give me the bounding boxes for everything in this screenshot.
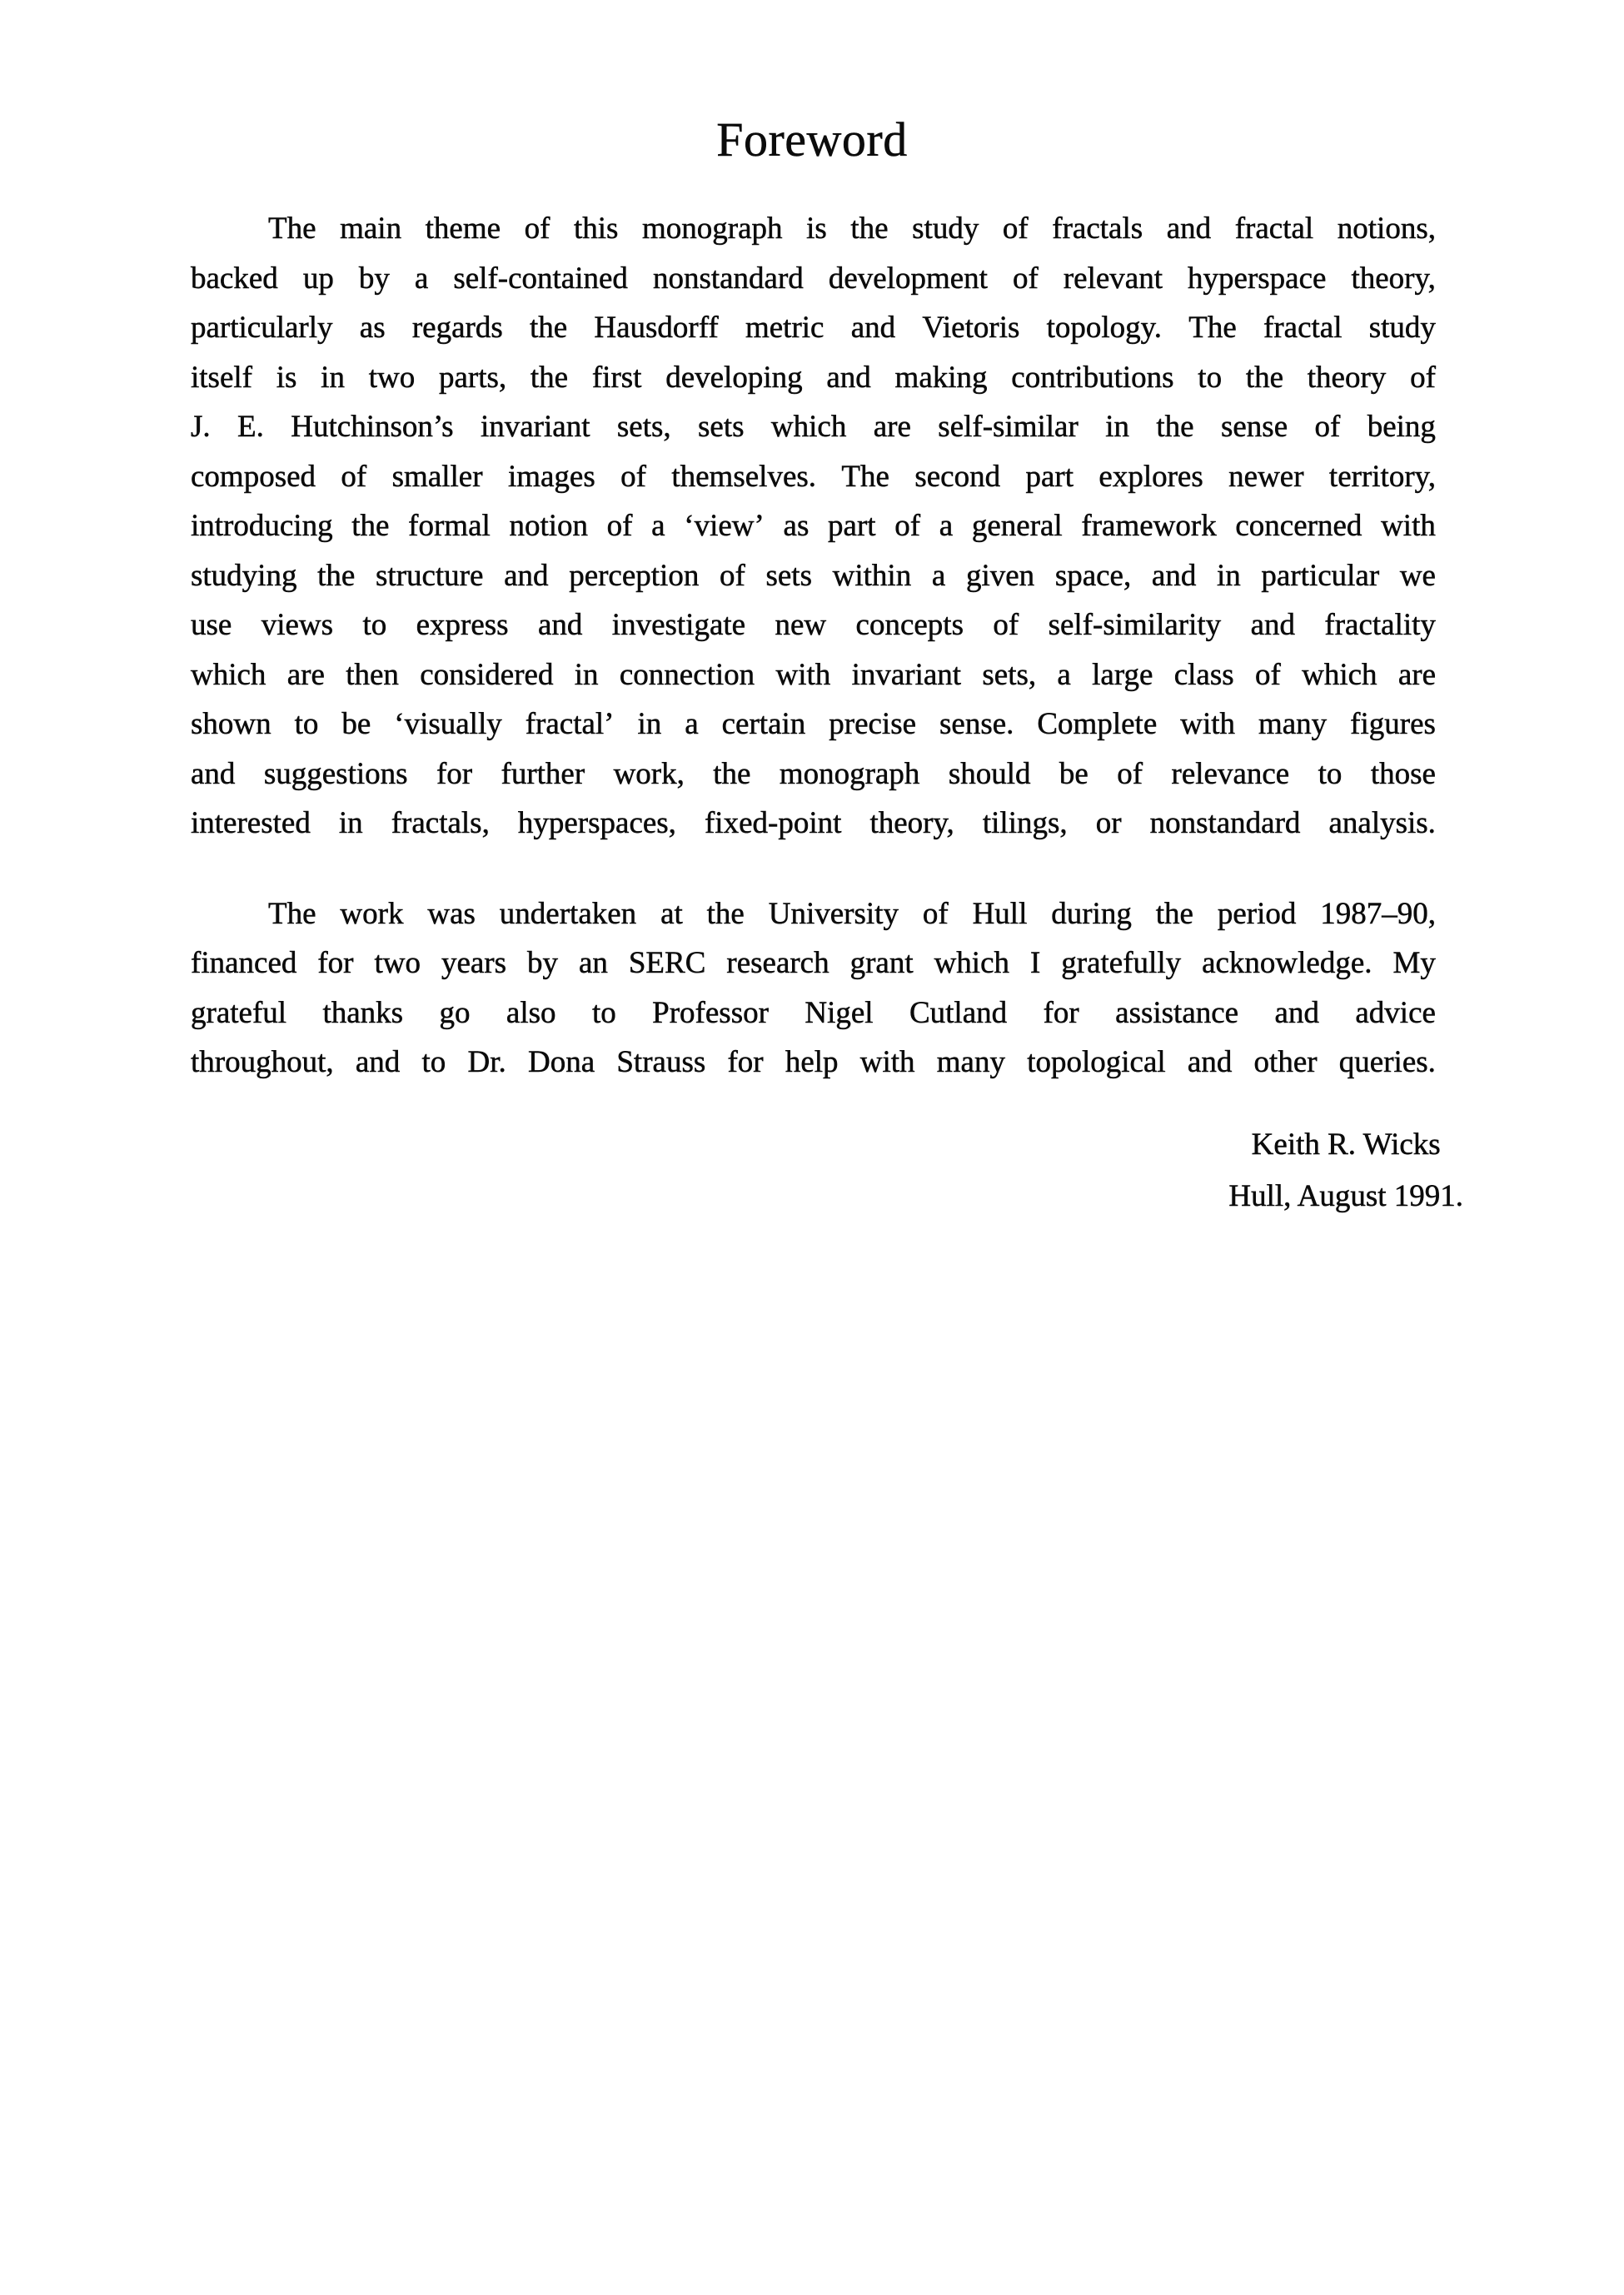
word: The	[1188, 311, 1237, 345]
word: developing	[665, 360, 803, 395]
word: other	[1253, 1045, 1318, 1079]
word: a	[931, 558, 946, 593]
word: grateful	[191, 995, 287, 1030]
text-line	[191, 699, 1436, 749]
word: of	[606, 509, 633, 543]
text-line	[191, 501, 1436, 551]
word: the	[351, 509, 390, 543]
word: perception	[569, 558, 700, 593]
word: monograph	[642, 212, 783, 246]
word: for	[436, 756, 473, 791]
text-line	[191, 551, 1436, 601]
word: particular	[1261, 558, 1380, 593]
word: in	[338, 806, 363, 840]
word: monograph	[779, 756, 920, 791]
word: then	[346, 657, 399, 692]
word: sets	[765, 558, 812, 593]
word: theory,	[1351, 261, 1436, 296]
word: SERC	[628, 946, 706, 980]
word: thanks	[322, 995, 404, 1030]
word: be	[341, 707, 371, 741]
word: as	[783, 509, 810, 543]
word: during	[1051, 896, 1132, 931]
word: queries.	[1338, 1045, 1436, 1079]
signature-author: Keith R. Wicks	[1251, 1128, 1441, 1162]
word: particularly	[191, 311, 333, 345]
word: My	[1392, 946, 1436, 980]
word: Hausdorff	[594, 311, 719, 345]
word: with	[1180, 707, 1235, 741]
word: use	[191, 608, 232, 642]
word: was	[427, 896, 476, 931]
word: a	[685, 707, 699, 741]
word: part	[1025, 459, 1074, 494]
word: Hull	[972, 896, 1028, 931]
word: space,	[1054, 558, 1132, 593]
word: invariant	[851, 657, 962, 692]
word: the	[713, 756, 751, 791]
word: and	[1250, 608, 1295, 642]
word: the	[1245, 360, 1284, 395]
word: and	[504, 558, 549, 593]
word: by	[526, 946, 558, 980]
word: of	[894, 509, 921, 543]
text-line	[191, 650, 1436, 700]
word: help	[785, 1045, 839, 1079]
word: with	[859, 1045, 915, 1079]
word: images	[507, 459, 595, 494]
word: Hutchinson’s	[291, 410, 454, 444]
word: the	[706, 896, 745, 931]
text-line	[191, 938, 1436, 988]
word: should	[948, 756, 1031, 791]
word: The	[841, 459, 889, 494]
word: financed	[191, 946, 297, 980]
word: investigate	[611, 608, 746, 642]
word: nonstandard	[1149, 806, 1301, 840]
word: of	[620, 459, 646, 494]
word: in	[1105, 410, 1129, 444]
word: to	[294, 707, 319, 741]
word: those	[1370, 756, 1436, 791]
word: is	[806, 212, 827, 246]
word: ‘view’	[684, 509, 765, 543]
word: this	[574, 212, 619, 246]
word: framework	[1081, 509, 1217, 543]
word: explores	[1098, 459, 1203, 494]
word: throughout,	[191, 1045, 334, 1079]
word: itself	[191, 360, 252, 395]
word: fixed-point	[704, 806, 842, 840]
word: interested	[191, 806, 311, 840]
word: studying	[191, 558, 297, 593]
word: relevance	[1171, 756, 1290, 791]
word: be	[1059, 756, 1088, 791]
word: composed	[191, 459, 316, 494]
word: of	[1002, 212, 1029, 246]
word: Strauss	[616, 1045, 706, 1079]
word: Vietoris	[922, 311, 1020, 345]
word: two	[374, 946, 421, 980]
word: nonstandard	[652, 261, 804, 296]
word: research	[726, 946, 829, 980]
word: as	[359, 311, 386, 345]
word: topology.	[1046, 311, 1163, 345]
word: study	[1368, 311, 1436, 345]
word: concepts	[855, 608, 964, 642]
word: self-similarity	[1048, 608, 1222, 642]
word: invariant	[480, 410, 590, 444]
word: sets	[698, 410, 745, 444]
word: The	[268, 212, 316, 246]
word: are	[286, 657, 325, 692]
word: the	[529, 311, 568, 345]
text-line	[191, 353, 1436, 403]
word: work,	[613, 756, 685, 791]
word: a	[939, 509, 954, 543]
word: work	[340, 896, 404, 931]
word: with	[1381, 509, 1436, 543]
word: to	[421, 1045, 446, 1079]
word: and	[537, 608, 583, 642]
word: the	[850, 212, 889, 246]
word: fractals	[1052, 212, 1143, 246]
word: fractality	[1324, 608, 1436, 642]
word: main	[340, 212, 402, 246]
word: J.	[191, 410, 211, 444]
signature-place-date: Hull, August 1991.	[1228, 1179, 1463, 1213]
word: many	[1258, 707, 1328, 741]
word: ‘visually	[394, 707, 502, 741]
word: of	[341, 459, 367, 494]
word: of	[922, 896, 949, 931]
word: of	[1254, 657, 1281, 692]
word: of	[1314, 410, 1341, 444]
word: and	[850, 311, 896, 345]
text-line	[191, 303, 1436, 353]
word: theory,	[869, 806, 954, 840]
word: Nigel	[805, 995, 874, 1030]
word: within	[832, 558, 912, 593]
word: and	[355, 1045, 401, 1079]
word: fractal	[1263, 311, 1343, 345]
word: theory	[1307, 360, 1387, 395]
word: contributions	[1011, 360, 1174, 395]
word: grant	[849, 946, 914, 980]
word: 1987–90,	[1320, 896, 1436, 931]
word: general	[971, 509, 1063, 543]
word: sets,	[616, 410, 671, 444]
word: undertaken	[499, 896, 637, 931]
word: introducing	[191, 509, 333, 543]
word: precise	[829, 707, 917, 741]
word: a	[414, 261, 429, 296]
word: metric	[745, 311, 824, 345]
word: of	[1410, 360, 1436, 395]
word: which	[191, 657, 267, 692]
word: years	[441, 946, 507, 980]
word: sense	[1220, 410, 1288, 444]
word: smaller	[391, 459, 483, 494]
word: by	[358, 261, 390, 296]
word: to	[362, 608, 387, 642]
word: themselves.	[671, 459, 817, 494]
word: Cutland	[909, 995, 1008, 1030]
word: formal	[408, 509, 491, 543]
word: topological	[1027, 1045, 1166, 1079]
word: hyperspace	[1188, 261, 1327, 296]
word: we	[1399, 558, 1436, 593]
word: concerned	[1235, 509, 1362, 543]
word: of	[720, 558, 745, 593]
word: first	[591, 360, 642, 395]
word: of	[1117, 756, 1143, 791]
word: tilings,	[982, 806, 1068, 840]
word: regards	[411, 311, 503, 345]
word: relevant	[1063, 261, 1163, 296]
word: self-similar	[938, 410, 1079, 444]
word: connection	[619, 657, 755, 692]
word: analysis.	[1328, 806, 1436, 840]
word: considered	[420, 657, 554, 692]
word: in	[574, 657, 599, 692]
word: gratefully	[1061, 946, 1182, 980]
word: express	[416, 608, 509, 642]
text-line	[191, 452, 1436, 502]
word: up	[302, 261, 334, 296]
word: or	[1095, 806, 1122, 840]
word: study	[912, 212, 979, 246]
word: shown	[191, 707, 271, 741]
word: for	[727, 1045, 764, 1079]
word: fractal’	[525, 707, 615, 741]
word: acknowledge.	[1202, 946, 1372, 980]
word: also	[506, 995, 556, 1030]
word: an	[578, 946, 608, 980]
word: are	[873, 410, 911, 444]
word: being	[1367, 410, 1436, 444]
word: for	[1043, 995, 1079, 1030]
word: the	[1156, 410, 1194, 444]
word: and	[826, 360, 871, 395]
signature-block	[1228, 1119, 1463, 1222]
word: development	[828, 261, 988, 296]
word: figures	[1350, 707, 1436, 741]
word: with	[775, 657, 831, 692]
word: to	[1318, 756, 1343, 791]
word: of	[1012, 261, 1039, 296]
word: the	[1155, 896, 1193, 931]
word: to	[1198, 360, 1223, 395]
word: certain	[721, 707, 806, 741]
word: I	[1029, 946, 1041, 980]
word: class	[1173, 657, 1234, 692]
foreword-body	[191, 204, 1436, 1088]
word: for	[317, 946, 354, 980]
word: sets,	[982, 657, 1037, 692]
word: new	[775, 608, 827, 642]
word: in	[637, 707, 662, 741]
word: making	[894, 360, 988, 395]
text-line	[191, 600, 1436, 650]
word: self-contained	[453, 261, 628, 296]
word: which	[1302, 657, 1377, 692]
word: many	[936, 1045, 1005, 1079]
word: parts,	[438, 360, 507, 395]
word: and	[191, 756, 236, 791]
word: two	[368, 360, 416, 395]
word: structure	[375, 558, 484, 593]
word: University	[768, 896, 899, 931]
word: to	[591, 995, 616, 1030]
text-line	[191, 1038, 1436, 1088]
word: given	[965, 558, 1035, 593]
page-title: Foreword	[716, 112, 908, 167]
word: and	[1166, 212, 1212, 246]
word: theme	[425, 212, 501, 246]
word: in	[321, 360, 345, 395]
word: further	[501, 756, 585, 791]
word: second	[914, 459, 1001, 494]
word: territory,	[1328, 459, 1436, 494]
word: Dr.	[467, 1045, 506, 1079]
word: views	[261, 608, 334, 642]
word: is	[276, 360, 297, 395]
word: the	[530, 360, 569, 395]
word: advice	[1355, 995, 1436, 1030]
word: assistance	[1115, 995, 1239, 1030]
word: backed	[191, 261, 278, 296]
word: newer	[1228, 459, 1304, 494]
word: a	[651, 509, 665, 543]
word: which	[770, 410, 847, 444]
word: The	[268, 896, 316, 931]
word: a	[1057, 657, 1071, 692]
text-line	[191, 204, 1436, 254]
text-line	[191, 402, 1436, 452]
word: notion	[509, 509, 588, 543]
text-line	[191, 254, 1436, 304]
text-line	[191, 988, 1436, 1038]
word: at	[660, 896, 683, 931]
word: Dona	[527, 1045, 595, 1079]
word: Complete	[1037, 707, 1158, 741]
text-line	[191, 799, 1436, 849]
word: large	[1092, 657, 1153, 692]
text-line	[191, 889, 1436, 939]
word: fractal	[1234, 212, 1314, 246]
word: part	[828, 509, 876, 543]
word: which	[934, 946, 1010, 980]
word: go	[439, 995, 471, 1030]
word: of	[524, 212, 550, 246]
word: suggestions	[263, 756, 408, 791]
word: and	[1151, 558, 1197, 593]
word: E.	[237, 410, 264, 444]
word: and	[1187, 1045, 1233, 1079]
word: sense.	[939, 707, 1014, 741]
word: fractals,	[391, 806, 490, 840]
word: of	[993, 608, 1019, 642]
word: are	[1397, 657, 1436, 692]
word: and	[1274, 995, 1319, 1030]
word: Professor	[652, 995, 769, 1030]
word: notions,	[1337, 212, 1436, 246]
word: period	[1217, 896, 1297, 931]
word: hyperspaces,	[517, 806, 676, 840]
word: the	[317, 558, 356, 593]
text-line	[191, 749, 1436, 799]
word: in	[1216, 558, 1241, 593]
